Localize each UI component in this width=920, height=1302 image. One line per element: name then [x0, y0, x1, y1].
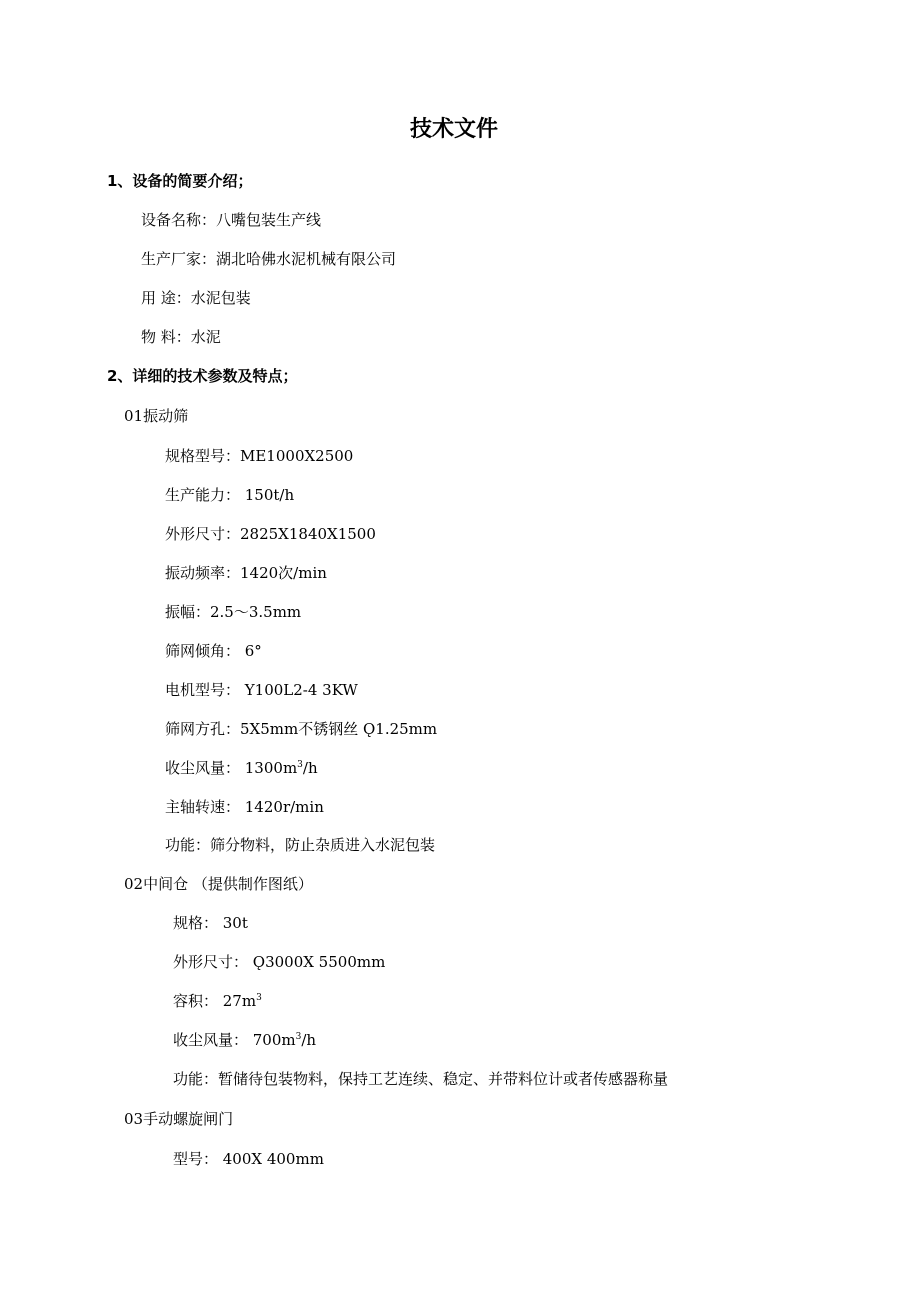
section-1-heading: 1、设备的简要介绍； — [107, 172, 253, 190]
item-02-title: 02中间仓 （提供制作图纸） — [124, 875, 313, 893]
item-01-dust-label: 收尘风量： 1300m — [165, 759, 298, 777]
item-01-dust-airflow — [165, 758, 318, 778]
section-2-heading: 2、详细的技术参数及特点； — [107, 367, 298, 385]
document-title: 技术文件 — [409, 117, 498, 142]
manufacturer: 生产厂家：湖北哈佛水泥机械有限公司 — [141, 250, 397, 268]
item-02-dust-airflow — [173, 1030, 316, 1050]
item-03-title: 03手动螺旋闸门 — [124, 1110, 234, 1128]
item-01-speed: 主轴转速： 1420r/min — [165, 798, 324, 816]
item-02-volume-label: 容积： 27m — [173, 992, 257, 1010]
item-02-dust-label: 收尘风量： 700m — [173, 1031, 296, 1049]
item-01-frequency: 振动频率：1420次/min — [165, 564, 327, 582]
item-02-spec: 规格： 30t — [173, 914, 248, 932]
item-01-dimensions: 外形尺寸：2825X1840X1500 — [165, 525, 376, 543]
usage: 用 途：水泥包装 — [141, 289, 251, 307]
item-02-function: 功能：暂储待包装物料，保持工艺连续、稳定、并带料位计或者传感器称量 — [173, 1070, 669, 1088]
item-02-dust-superscript: 3 — [295, 1032, 302, 1042]
item-01-title: 01振动筛 — [124, 407, 189, 425]
item-01-mesh: 筛网方孔：5X5mm不锈钢丝 Ǫ1.25mm — [165, 720, 438, 738]
item-01-dust-superscript: 3 — [297, 760, 303, 770]
item-01-amplitude: 振幅：2.5～3.5mm — [165, 603, 302, 621]
item-01-dust-unit: /h — [302, 759, 318, 777]
item-01-angle: 筛网倾角： 6° — [165, 642, 262, 660]
item-01-motor: 电机型号： Y100L2-4 3KW — [165, 681, 358, 699]
item-01-function: 功能：筛分物料，防止杂质进入水泥包装 — [165, 836, 436, 854]
item-02-dust-unit: /h — [301, 1031, 317, 1049]
item-03-model: 型号： 400X 400mm — [173, 1150, 324, 1168]
item-01-spec: 规格型号：ME1000X2500 — [165, 447, 354, 465]
item-02-dimensions: 外形尺寸： Ǫ3000X 5500mm — [173, 953, 386, 971]
equipment-name: 设备名称：八嘴包装生产线 — [141, 211, 322, 229]
item-01-capacity: 生产能力： 150t/h — [165, 486, 295, 504]
item-02-volume — [173, 991, 262, 1011]
material: 物 料：水泥 — [141, 328, 221, 346]
item-02-volume-superscript: 3 — [256, 993, 262, 1003]
